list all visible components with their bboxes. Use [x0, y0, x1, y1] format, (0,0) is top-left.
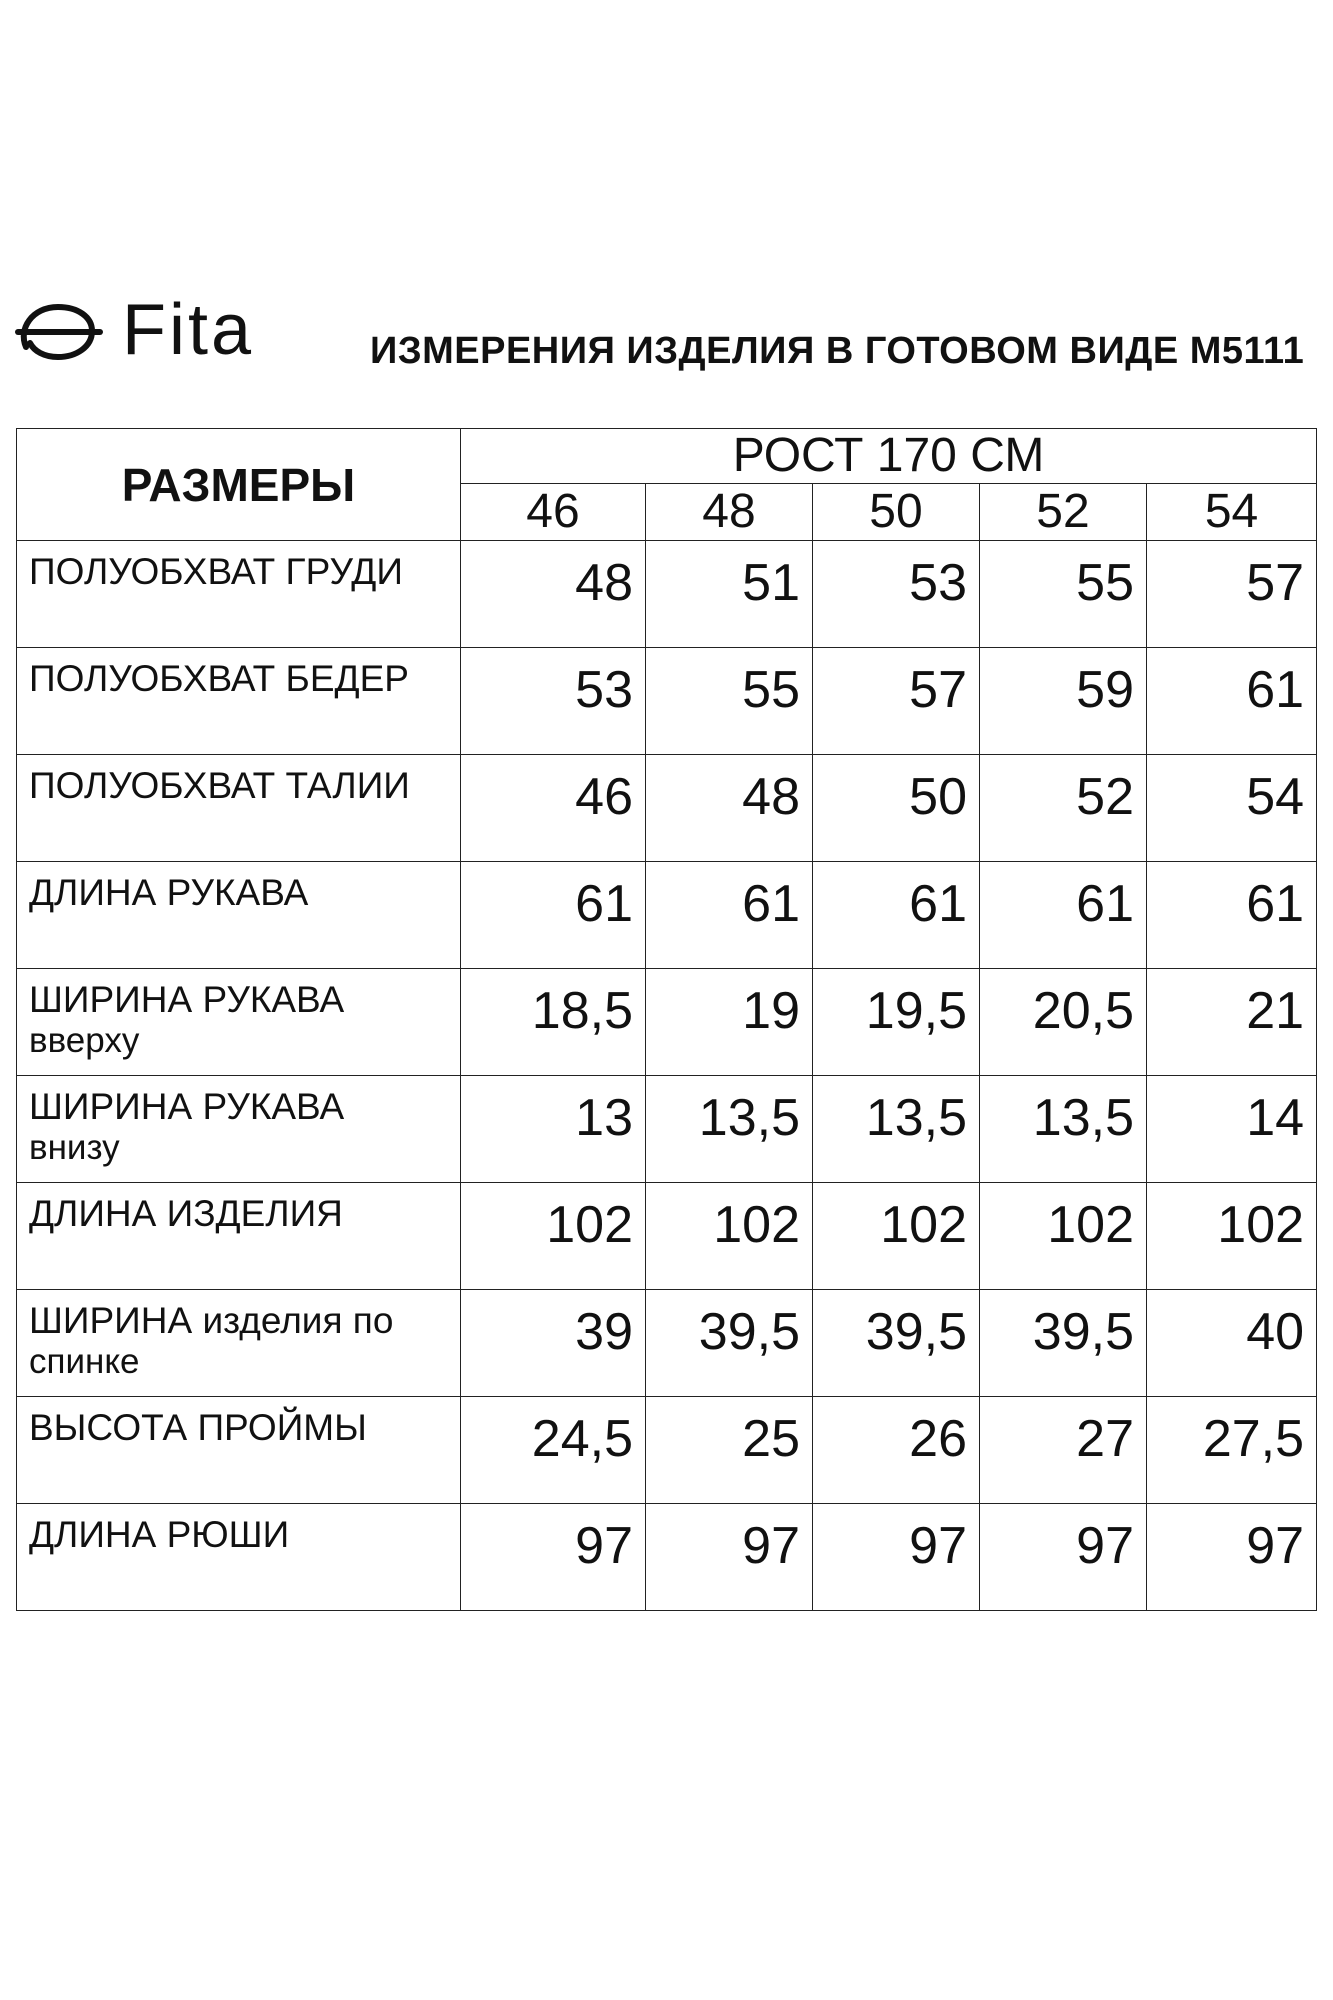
value-cell: 13: [461, 1076, 646, 1183]
size-header-cell: 48: [646, 484, 813, 541]
value-cell: 39,5: [646, 1290, 813, 1397]
row-label: [17, 648, 461, 755]
table-row: [17, 862, 1317, 969]
row-label-main: ДЛИНА ИЗДЕЛИЯ: [29, 1193, 343, 1234]
value-cell: 40: [1147, 1290, 1317, 1397]
row-label: [17, 1290, 461, 1397]
value-cell: 102: [646, 1183, 813, 1290]
sizes-header: РАЗМЕРЫ: [17, 429, 461, 541]
value-cell: 46: [461, 755, 646, 862]
value-cell: 57: [1147, 541, 1317, 648]
value-cell: 27: [980, 1397, 1147, 1504]
table-row: [17, 1076, 1317, 1183]
size-header-cell: 52: [980, 484, 1147, 541]
fita-theta-icon: [14, 295, 104, 365]
value-cell: 39,5: [980, 1290, 1147, 1397]
value-cell: 13,5: [646, 1076, 813, 1183]
value-cell: 53: [461, 648, 646, 755]
brand-name: Fita: [122, 290, 255, 370]
row-label-main: ШИРИНА изделия по: [29, 1300, 394, 1341]
value-cell: 55: [646, 648, 813, 755]
value-cell: 26: [813, 1397, 980, 1504]
value-cell: 61: [461, 862, 646, 969]
value-cell: 61: [1147, 862, 1317, 969]
row-label-main: ПОЛУОБХВАТ БЕДЕР: [29, 658, 409, 699]
row-label: [17, 862, 461, 969]
row-label: [17, 1397, 461, 1504]
value-cell: 51: [646, 541, 813, 648]
row-label-main: ПОЛУОБХВАТ ТАЛИИ: [29, 765, 410, 806]
value-cell: 61: [813, 862, 980, 969]
value-cell: 39: [461, 1290, 646, 1397]
value-cell: 20,5: [980, 969, 1147, 1076]
value-cell: 25: [646, 1397, 813, 1504]
table-row: [17, 755, 1317, 862]
value-cell: 54: [1147, 755, 1317, 862]
value-cell: 27,5: [1147, 1397, 1317, 1504]
size-header-cell: 50: [813, 484, 980, 541]
value-cell: 61: [646, 862, 813, 969]
row-label: [17, 1504, 461, 1611]
value-cell: 97: [646, 1504, 813, 1611]
row-label-main: ШИРИНА РУКАВА: [29, 1086, 345, 1127]
value-cell: 39,5: [813, 1290, 980, 1397]
table-row: [17, 1183, 1317, 1290]
value-cell: 57: [813, 648, 980, 755]
value-cell: 97: [1147, 1504, 1317, 1611]
value-cell: 97: [980, 1504, 1147, 1611]
value-cell: 13,5: [980, 1076, 1147, 1183]
value-cell: 52: [980, 755, 1147, 862]
value-cell: 97: [813, 1504, 980, 1611]
value-cell: 102: [461, 1183, 646, 1290]
value-cell: 13,5: [813, 1076, 980, 1183]
value-cell: 102: [1147, 1183, 1317, 1290]
row-label-main: ДЛИНА РУКАВА: [29, 872, 309, 913]
value-cell: 55: [980, 541, 1147, 648]
row-label-sub: спинке: [29, 1342, 140, 1381]
row-label: [17, 1076, 461, 1183]
table-row: [17, 969, 1317, 1076]
value-cell: 19: [646, 969, 813, 1076]
header-row-growth: [17, 429, 1317, 484]
value-cell: 53: [813, 541, 980, 648]
value-cell: 14: [1147, 1076, 1317, 1183]
row-label: [17, 1183, 461, 1290]
size-header-cell: 54: [1147, 484, 1317, 541]
size-header-cell: 46: [461, 484, 646, 541]
table-row: [17, 541, 1317, 648]
row-label-sub: внизу: [29, 1128, 120, 1167]
value-cell: 50: [813, 755, 980, 862]
value-cell: 97: [461, 1504, 646, 1611]
growth-header: РОСТ 170 СМ: [461, 429, 1317, 484]
value-cell: 102: [980, 1183, 1147, 1290]
row-label-main: ДЛИНА РЮШИ: [29, 1514, 290, 1555]
row-label: [17, 755, 461, 862]
row-label: [17, 541, 461, 648]
table-row: [17, 1504, 1317, 1611]
brand-logo: [14, 290, 254, 370]
table-row: [17, 1290, 1317, 1397]
value-cell: 21: [1147, 969, 1317, 1076]
row-label-main: ПОЛУОБХВАТ ГРУДИ: [29, 551, 403, 592]
row-label-sub: вверху: [29, 1021, 140, 1060]
value-cell: 59: [980, 648, 1147, 755]
value-cell: 61: [980, 862, 1147, 969]
document-title: ИЗМЕРЕНИЯ ИЗДЕЛИЯ В ГОТОВОМ ВИДЕ М5111: [370, 330, 1305, 372]
table-row: [17, 648, 1317, 755]
size-table: [16, 428, 1317, 1611]
row-label: [17, 969, 461, 1076]
row-label-main: ШИРИНА РУКАВА: [29, 979, 345, 1020]
row-label-main: ВЫСОТА ПРОЙМЫ: [29, 1407, 367, 1448]
table-row: [17, 1397, 1317, 1504]
value-cell: 102: [813, 1183, 980, 1290]
value-cell: 61: [1147, 648, 1317, 755]
value-cell: 48: [646, 755, 813, 862]
value-cell: 48: [461, 541, 646, 648]
value-cell: 24,5: [461, 1397, 646, 1504]
value-cell: 18,5: [461, 969, 646, 1076]
value-cell: 19,5: [813, 969, 980, 1076]
